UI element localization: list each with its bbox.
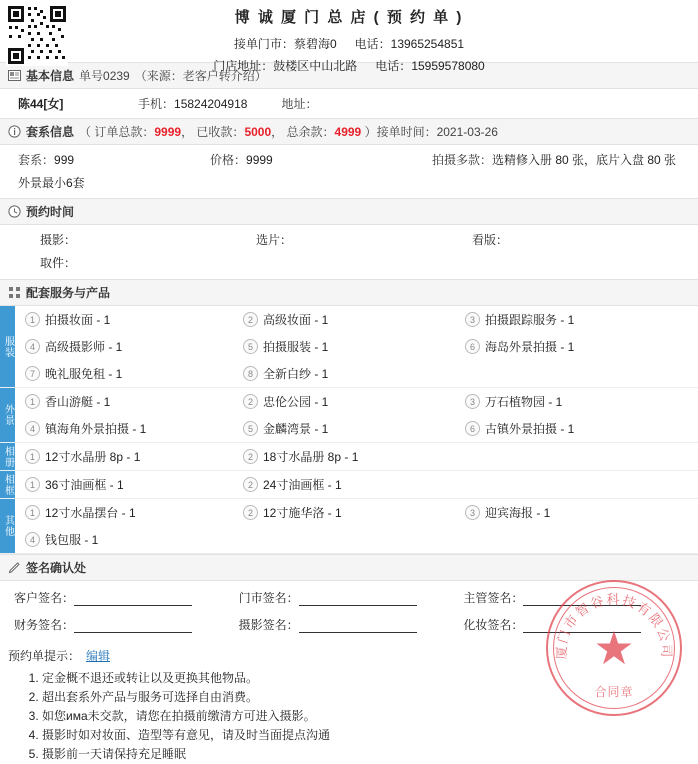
tips-label: 预约单提示： (8, 649, 81, 663)
item-label: 拍摄服装 - 1 (263, 340, 329, 354)
page-title: 博 诚 厦 门 总 店 ( 预 约 单 ) (234, 9, 464, 26)
item-index: 1 (25, 477, 40, 492)
section-basic-title: 基本信息 (26, 69, 75, 83)
section-services (0, 279, 698, 306)
item-label: 36寸油画框 - 1 (45, 478, 124, 492)
appointment-selection: 选片： (256, 233, 293, 247)
item-label: 12寸施华洛 - 1 (263, 506, 342, 520)
customer-name: 陈44[女] (18, 97, 64, 111)
list-item: 2. 超出套系外产品与服务可选择自由消费。 (42, 688, 688, 707)
service-group-other (0, 499, 698, 554)
service-group-frame (0, 471, 698, 499)
service-item[interactable] (243, 504, 465, 521)
signature-finance[interactable] (14, 616, 239, 633)
service-row (15, 526, 698, 553)
service-row (15, 499, 698, 526)
item-index: 6 (465, 421, 480, 436)
service-row (15, 360, 698, 387)
item-label: 高级妆面 - 1 (263, 313, 329, 327)
signature-line[interactable] (74, 619, 192, 633)
item-index: 4 (25, 339, 40, 354)
item-label: 忠伦公园 - 1 (263, 395, 329, 409)
signature-line[interactable] (74, 592, 192, 606)
item-label: 拍摄跟踪服务 - 1 (485, 313, 575, 327)
service-item[interactable] (243, 476, 465, 493)
item-label: 海岛外景拍摄 - 1 (485, 340, 575, 354)
document-header (0, 0, 698, 73)
service-group-tab: 相框 (0, 471, 15, 498)
seal-arc-label: 厦门市智谷科技有限公司 (553, 592, 675, 660)
service-row (15, 443, 698, 470)
service-item[interactable] (465, 338, 698, 355)
reception-label: 接单门市：蔡碧海0 (233, 37, 337, 51)
package-extra: 外景最小6套 (18, 176, 85, 190)
service-item[interactable] (25, 338, 243, 355)
item-index: 1 (25, 449, 40, 464)
seal-bottom-label: 合同章 (594, 685, 634, 699)
service-group-tab: 其他 (0, 499, 15, 553)
item-label: 晚礼服免租 - 1 (45, 367, 123, 381)
order-paid: 5000 (244, 125, 272, 139)
section-services-title: 配套服务与产品 (26, 286, 111, 300)
item-label: 迎宾海报 - 1 (485, 506, 551, 520)
service-group-outdoor (0, 388, 698, 443)
section-package-title: 套系信息 (26, 125, 75, 139)
store-address: 门店地址：鼓楼区中山北路 (213, 59, 358, 73)
signature-line[interactable] (299, 592, 417, 606)
item-label: 高级摄影师 - 1 (45, 340, 123, 354)
section-appointment-title: 预约时间 (26, 205, 75, 219)
item-index: 2 (243, 394, 258, 409)
service-item[interactable] (25, 448, 243, 465)
pen-icon (8, 561, 21, 574)
grid-icon (8, 286, 21, 299)
item-index: 2 (243, 449, 258, 464)
service-row (15, 333, 698, 360)
section-signature-title: 签名确认处 (26, 561, 87, 575)
order-balance: 4999 (334, 125, 362, 139)
item-index: 1 (25, 312, 40, 327)
star-icon: ★ (593, 622, 635, 674)
list-item: 3. 如您има未交款，请您在拍摄前缴清方可进入摄影。 (42, 707, 688, 726)
package-extra-row (0, 174, 698, 198)
item-label: 钱包服 - 1 (45, 533, 99, 547)
package-price: 价格：9999 (210, 153, 273, 167)
service-item[interactable] (25, 420, 243, 437)
item-index: 1 (25, 394, 40, 409)
item-index: 8 (243, 366, 258, 381)
item-label: 镇海角外景拍摄 - 1 (45, 422, 147, 436)
item-index: 1 (25, 505, 40, 520)
service-item[interactable] (25, 476, 243, 493)
item-label: 古镇外景拍摄 - 1 (485, 422, 575, 436)
item-index: 2 (243, 477, 258, 492)
service-item[interactable] (25, 504, 243, 521)
service-item[interactable] (243, 393, 465, 410)
service-group-tab: 外景 (0, 388, 15, 442)
edit-link[interactable]: 编辑 (86, 649, 111, 663)
item-index: 2 (243, 312, 258, 327)
item-index: 5 (243, 421, 258, 436)
info-circle-icon (8, 125, 21, 138)
service-item[interactable] (25, 531, 243, 548)
service-item[interactable] (243, 420, 465, 437)
service-item[interactable] (25, 311, 243, 328)
item-index: 3 (465, 312, 480, 327)
item-label: 拍摄妆面 - 1 (45, 313, 111, 327)
order-number: 单号0239 (79, 69, 130, 83)
item-label: 万石植物园 - 1 (485, 395, 563, 409)
item-index: 6 (465, 339, 480, 354)
item-label: 12寸水晶摆台 - 1 (45, 506, 136, 520)
service-item[interactable] (243, 311, 465, 328)
header-contact-line-2 (0, 57, 698, 74)
customer-mobile: 手机：15824204918 (138, 97, 248, 111)
customer-address: 地址： (281, 97, 318, 111)
signature-customer[interactable] (14, 589, 239, 606)
section-appointment (0, 198, 698, 225)
item-label: 12寸水晶册 8p - 1 (45, 450, 141, 464)
service-item[interactable] (465, 504, 698, 521)
phone-1: 电话：13965254851 (354, 37, 465, 51)
service-item[interactable] (243, 338, 465, 355)
service-item[interactable] (465, 420, 698, 437)
qr-code-icon (6, 4, 68, 66)
item-label: 金麟湾景 - 1 (263, 422, 329, 436)
item-index: 2 (243, 505, 258, 520)
service-row (15, 388, 698, 415)
clock-icon (8, 205, 21, 218)
signature-label: 财务签名： (14, 618, 75, 632)
header-contact-line-1 (0, 35, 698, 52)
package-shoot-count: 拍摄多款：选精修入册 80 张，底片入盘 80 张 (432, 153, 677, 167)
service-item[interactable] (243, 365, 465, 382)
list-item: 1. 定金概不退还或转让以及更换其他物品。 (42, 669, 688, 688)
section-package-info (0, 118, 698, 145)
service-item[interactable] (465, 393, 698, 410)
package-detail-row (0, 145, 698, 174)
service-group-tab: 相册 (0, 443, 15, 470)
signature-label: 门市签名： (238, 591, 299, 605)
item-index: 7 (25, 366, 40, 381)
service-item[interactable] (25, 365, 243, 382)
item-label: 24寸油画框 - 1 (263, 478, 342, 492)
item-index: 3 (465, 505, 480, 520)
item-label: 18寸水晶册 8p - 1 (263, 450, 359, 464)
appointment-photography: 摄影： (40, 233, 77, 247)
package-amounts: （ 订单总款：9999， 已收款：5000， 总余款：4999 ）接单时间：2021-03-26 (79, 125, 498, 139)
service-item[interactable] (243, 448, 465, 465)
service-group-tab: 服装 (0, 306, 15, 387)
signature-photographer[interactable] (239, 616, 464, 633)
item-label: 香山游艇 - 1 (45, 395, 111, 409)
order-source: （来源：老客户转介绍） (134, 69, 267, 83)
service-row (15, 306, 698, 333)
appointment-row-1 (0, 225, 698, 254)
service-item[interactable] (25, 393, 243, 410)
item-index: 4 (25, 421, 40, 436)
order-total: 9999 (154, 125, 182, 139)
item-index: 3 (465, 394, 480, 409)
signature-line[interactable] (299, 619, 417, 633)
company-seal (546, 580, 682, 716)
signature-label: 客户签名： (14, 591, 75, 605)
appointment-pickup: 取件： (40, 256, 77, 270)
service-row (15, 471, 698, 498)
item-index: 5 (243, 339, 258, 354)
signature-label: 化妆签名： (463, 618, 524, 632)
package-series: 套系：999 (18, 153, 75, 167)
item-label: 全新白纱 - 1 (263, 367, 329, 381)
service-group-album (0, 443, 698, 471)
service-row (15, 415, 698, 442)
signature-label: 主管签名： (463, 591, 524, 605)
list-item: 4. 摄影时如对妆面、造型等有意见，请及时当面提点沟通 (42, 726, 688, 745)
appointment-row-2 (0, 254, 698, 279)
service-group-clothing (0, 306, 698, 388)
signature-store[interactable] (239, 589, 464, 606)
item-index: 4 (25, 532, 40, 547)
section-signature (0, 554, 698, 581)
signature-label: 摄影签名： (238, 618, 299, 632)
service-item[interactable] (465, 311, 698, 328)
order-time: 2021-03-26 (436, 125, 498, 139)
customer-row (0, 89, 698, 118)
phone-2: 电话：15959578080 (375, 59, 485, 73)
list-item: 5. 摄影前一天请保持充足睡眠 (42, 745, 688, 764)
appointment-review: 看版： (472, 233, 509, 247)
